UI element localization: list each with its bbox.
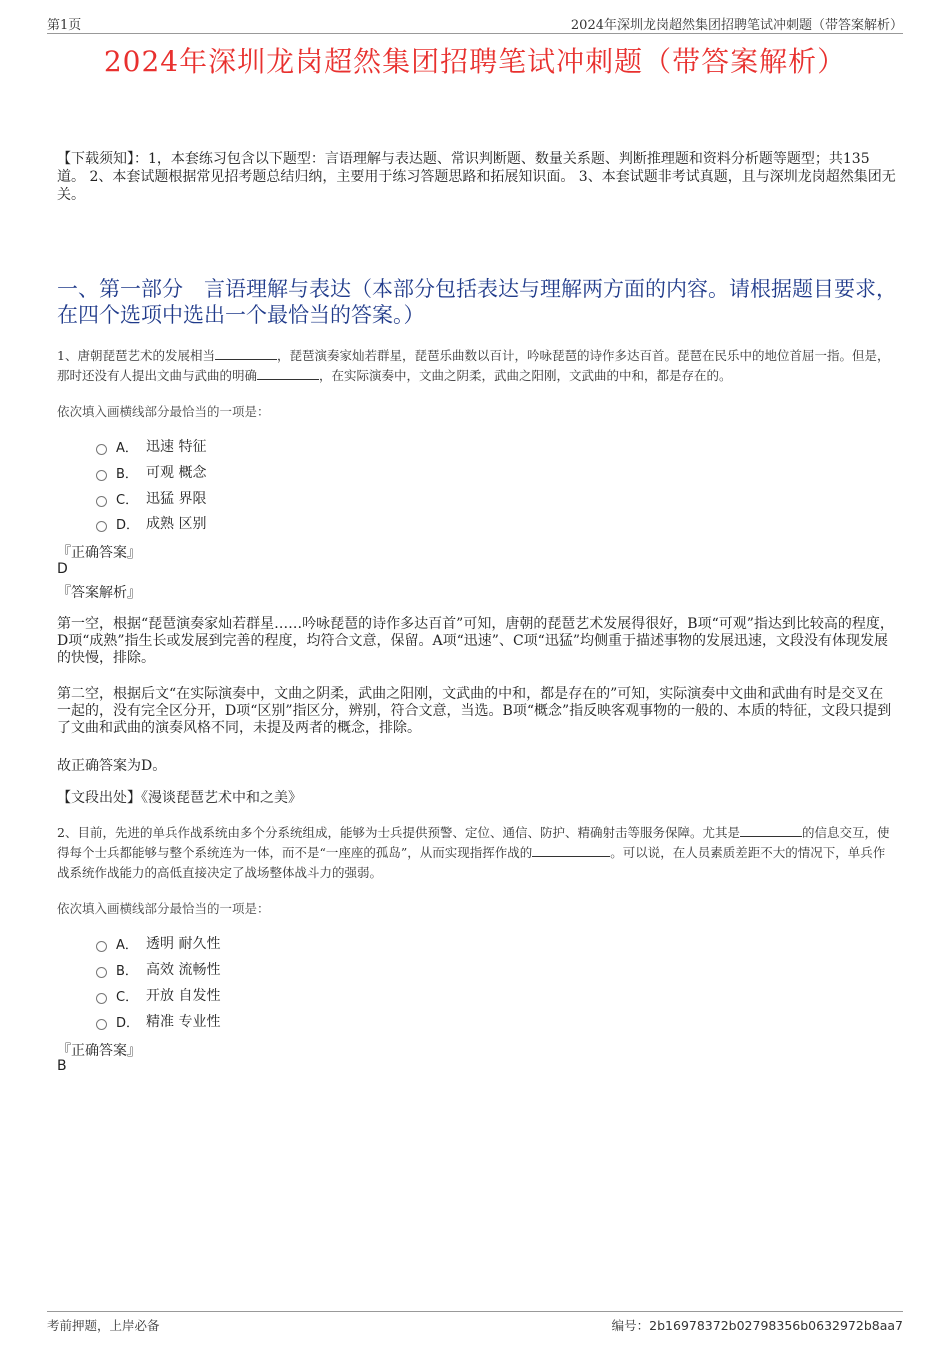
question-2-text: 2、目前，先进的单兵作战系统由多个分系统组成，能够为士兵提供预警、定位、通信、防护、精确射击等服务保障。尤其是 的信息交互，使得每个士兵都能够与整个系统连为一体，而不是“一座座的孤岛”，从而实现指挥作战的 。可以说，在人员素质差距不大的情况下，单兵作战系统作战能力的高低直接决定了战场整体战斗力的强弱。 xyxy=(57,825,890,880)
blank xyxy=(740,824,802,837)
document-title: 2024年深圳龙岗超然集团招聘笔试冲刺题（带答案解析） xyxy=(103,45,847,78)
q2-option-c[interactable]: C． 开放 自发性 xyxy=(96,985,220,1005)
q1-analysis-paragraph-2: 第二空，根据后文“在实际演奏中，文曲之阴柔，武曲之阳刚，文武曲的中和，都是存在的”可知，实际演奏中文曲和武曲有时是交叉在一起的，没有完全区分开，D项“区别”指区分，辨别，符合文意，当选。B项“概念”指反映客观事物的一般的、本质的特征，文段只提到了文曲和武曲的演奏风格不同，未提及两者的概念，排除。 xyxy=(57,686,892,736)
radio-icon[interactable] xyxy=(96,993,107,1004)
q1-source: 【文段出处】《漫谈琵琶艺术中和之美》 xyxy=(57,790,302,806)
download-notice: 【下载须知】：1，本套练习包含以下题型：言语理解与表达题、常识判断题、数量关系题、判断推理题和资料分析题等题型；共135道。 2、本套试题根据常见招考题总结归纳，主要用于练习答题思路和拓展知识面。 3、本套试题非考试真题，且与深圳龙岗超然集团无关。 xyxy=(57,151,896,203)
radio-icon[interactable] xyxy=(96,496,107,507)
header-doc-title: 2024年深圳龙岗超然集团招聘笔试冲刺题（带答案解析） xyxy=(570,18,903,33)
q1-answer-label: 『正确答案』 xyxy=(57,545,141,561)
page-footer xyxy=(47,1311,903,1334)
question-1-text: 1、唐朝琵琶艺术的发展相当 ，琵琶演奏家灿若群星，琵琶乐曲数以百计，吟咏琵琶的诗作多达百首。琵琶在民乐中的地位首屈一指。但是，那时还没有人提出文曲与武曲的明确 ，在实际演奏中，文曲之阴柔，武曲之阳刚，文武曲的中和，都是存在的。 xyxy=(57,348,890,383)
q1-analysis-paragraph-1: 第一空，根据“琵琶演奏家灿若群星……吟咏琵琶的诗作多达百首”可知，唐朝的琵琶艺术发展得很好，B项“可观”指达到比较高的程度，D项“成熟”指生长或发展到完善的程度，均符合文意，保留。A项“迅速”、C项“迅猛”均侧重于描述事物的发展迅速，文段没有体现发展的快慢，排除。 xyxy=(57,616,894,666)
q2-option-b[interactable]: B． 高效 流畅性 xyxy=(96,959,220,979)
question-1-prompt: 依次填入画横线部分最恰当的一项是： xyxy=(57,404,270,419)
q1-analysis-label: 『答案解析』 xyxy=(57,585,141,601)
q2-option-a[interactable]: A． 透明 耐久性 xyxy=(96,933,220,953)
question-2-prompt: 依次填入画横线部分最恰当的一项是： xyxy=(57,901,270,916)
q1-answer: D xyxy=(57,561,68,577)
blank xyxy=(215,347,277,360)
radio-icon[interactable] xyxy=(96,470,107,481)
footer-slogan: 考前押题，上岸必备 xyxy=(47,1318,160,1333)
q1-option-d[interactable]: D． 成熟 区别 xyxy=(96,513,206,533)
q1-option-b[interactable]: B． 可观 概念 xyxy=(96,462,206,482)
radio-icon[interactable] xyxy=(96,521,107,532)
radio-icon[interactable] xyxy=(96,967,107,978)
page-number: 第1页 xyxy=(47,18,82,33)
q1-option-c[interactable]: C． 迅猛 界限 xyxy=(96,488,206,508)
footer-code: 编号：2b16978372b02798356b0632972b8aa7 xyxy=(611,1318,903,1333)
q1-conclusion: 故正确答案为D。 xyxy=(57,758,167,774)
radio-icon[interactable] xyxy=(96,1019,107,1030)
blank xyxy=(257,367,319,380)
q2-option-d[interactable]: D． 精准 专业性 xyxy=(96,1011,220,1031)
q2-answer-label: 『正确答案』 xyxy=(57,1043,141,1059)
section-heading: 一、第一部分 言语理解与表达（本部分包括表达与理解两方面的内容。请根据题目要求，在四个选项中选出一个最恰当的答案。） xyxy=(57,277,897,327)
blank xyxy=(532,844,610,857)
radio-icon[interactable] xyxy=(96,444,107,455)
radio-icon[interactable] xyxy=(96,941,107,952)
q1-option-a[interactable]: A． 迅速 特征 xyxy=(96,436,206,456)
page-header xyxy=(47,14,903,34)
q2-answer: B xyxy=(57,1058,67,1074)
